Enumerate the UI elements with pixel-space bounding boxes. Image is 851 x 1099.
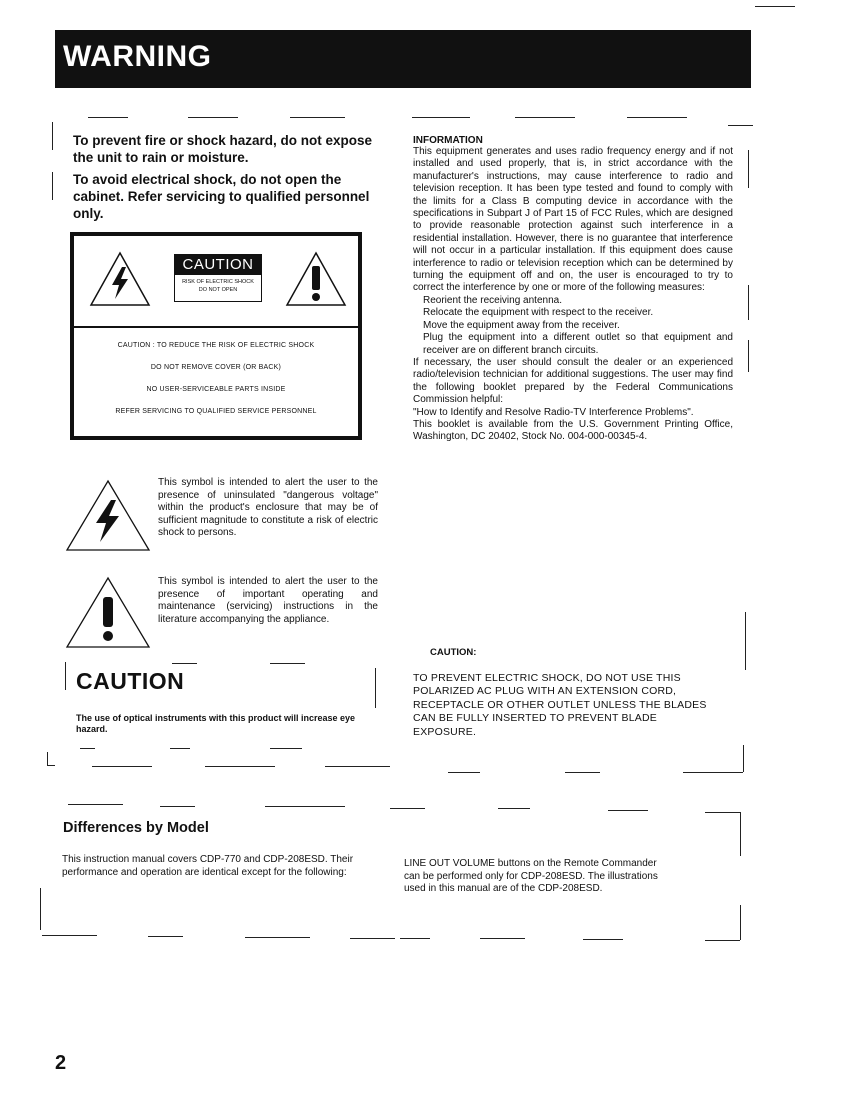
booklet-availability: This booklet is available from the U.S. Government Printing Office, Washington, DC 20402, Stock No. 004-000-00345-4. — [413, 418, 733, 443]
exclamation-warning-icon — [284, 250, 348, 308]
divider — [412, 117, 470, 118]
information-body: This equipment generates and uses radio frequency energy and if not installed and used properly, that is, in strict accordance with the manufacturer's instructions, may cause interference to radio and television reception. It has been type tested and found to comply with the limits for a Class B computing device in accordance with the specifications in Subpart J of Part 15 of FCC Rules, which are designed to provide reasonable protection against such interference in a residential installation. However, there is no guarantee that interference will not occur in a particular installation. If this equipment does cause interference to radio or television reception which can be determined by turning the equipment off and on, the user is encouraged to try to correct the interference by one or more of the following measures: — [413, 146, 733, 294]
margin-bar — [40, 888, 41, 930]
caution-badge — [174, 254, 262, 302]
plug-caution-title: CAUTION: — [430, 647, 477, 658]
divider — [705, 812, 740, 813]
caution-badge-line: DO NOT OPEN — [198, 287, 238, 293]
divider — [608, 810, 648, 811]
lightning-warning-icon — [88, 250, 152, 308]
divider — [683, 772, 743, 773]
divider — [205, 766, 275, 767]
measures-list — [413, 295, 733, 357]
caution-label-line: NO USER-SERVICEABLE PARTS INSIDE — [146, 386, 286, 393]
information-after: If necessary, the user should consult the dealer or an experienced radio/television technician for additional suggestions. The user may find the following booklet prepared by the Federal Communications Commission helpful: — [413, 356, 733, 406]
divider — [92, 766, 152, 767]
divider — [172, 663, 197, 664]
divider — [68, 804, 123, 805]
caution-label-line: REFER SERVICING TO QUALIFIED SERVICE PERSONNEL — [115, 408, 317, 415]
divider — [390, 808, 425, 809]
margin-bar — [65, 662, 66, 690]
caution-label-line: CAUTION : TO REDUCE THE RISK OF ELECTRIC SHOCK — [117, 342, 315, 349]
differences-left-text: This instruction manual covers CDP-770 and CDP-208ESD. Their performance and operation are identical except for the following: — [62, 854, 354, 878]
page-title: WARNING — [63, 40, 212, 73]
differences-right-text: LINE OUT VOLUME buttons on the Remote Commander can be performed only for CDP-208ESD. The illustrations used in this manual are of the CDP-208ESD. — [404, 858, 658, 894]
divider — [148, 936, 183, 937]
list-item: Relocate the equipment with respect to the receiver. — [423, 307, 654, 319]
divider — [245, 937, 310, 938]
caution-label-top — [74, 236, 358, 328]
divider — [705, 940, 740, 941]
plug-caution-text: TO PREVENT ELECTRIC SHOCK, DO NOT USE THIS POLARIZED AC PLUG WITH AN EXTENSION CORD, RECEPTACLE OR OTHER OUTLET UNLESS THE BLADES CAN BE FULLY INSERTED TO PREVENT BLADE EXPOSURE. — [413, 672, 707, 738]
page-number: 2 — [55, 1052, 67, 1074]
divider — [565, 772, 600, 773]
shock-warning: To avoid electrical shock, do not open the cabinet. Refer servicing to qualified personnel only. — [73, 172, 370, 221]
divider — [88, 117, 128, 118]
differences-title: Differences by Model — [63, 820, 209, 836]
divider — [265, 806, 345, 807]
margin-bar — [52, 172, 53, 200]
margin-bar — [743, 745, 744, 772]
caution-badge-line: RISK OF ELECTRIC SHOCK — [182, 279, 254, 285]
divider — [627, 117, 687, 118]
margin-bar — [748, 340, 749, 372]
margin-bar — [47, 752, 48, 766]
booklet-title: "How to Identify and Resolve Radio-TV Interference Problems". — [413, 406, 694, 418]
margin-bar — [375, 668, 376, 708]
divider — [448, 772, 480, 773]
divider — [42, 935, 97, 936]
optical-caution-text: The use of optical instruments with this product will increase eye hazard. — [76, 713, 356, 734]
divider — [270, 663, 305, 664]
caution-label-line: DO NOT REMOVE COVER (OR BACK) — [150, 364, 282, 371]
divider — [80, 748, 95, 749]
margin-bar — [748, 150, 749, 188]
fire-warning: To prevent fire or shock hazard, do not expose the unit to rain or moisture. — [73, 133, 373, 165]
warning-block — [73, 132, 389, 222]
margin-bar — [748, 285, 749, 320]
divider — [170, 748, 190, 749]
divider — [583, 939, 623, 940]
information-section — [413, 135, 733, 444]
divider — [325, 766, 390, 767]
divider — [400, 938, 430, 939]
optical-caution-title: CAUTION — [76, 668, 185, 694]
exclamation-symbol-text: This symbol is intended to alert the user to the presence of important operating and maintenance (servicing) instructions in the literature accompanying the appliance. — [158, 576, 378, 625]
warning-banner — [55, 30, 751, 88]
caution-badge-title: CAUTION — [175, 255, 261, 275]
margin-bar — [740, 812, 741, 856]
list-item: Plug the equipment into a different outlet so that equipment and receiver are on different branch circuits. — [423, 332, 733, 356]
divider — [270, 748, 302, 749]
information-title: INFORMATION — [413, 135, 483, 146]
list-item: Move the equipment away from the receiver. — [423, 319, 620, 331]
lightning-symbol-icon — [63, 478, 153, 554]
divider — [515, 117, 575, 118]
list-item: Reorient the receiving antenna. — [423, 294, 562, 306]
margin-bar — [745, 612, 746, 670]
caution-badge-subtitle — [175, 275, 261, 294]
divider — [350, 938, 395, 939]
divider — [498, 808, 530, 809]
lightning-symbol-text: This symbol is intended to alert the user to the presence of uninsulated "dangerous voltage" within the product's enclosure that may be of sufficient magnitude to constitute a risk of electric shock to persons. — [158, 477, 378, 538]
margin-bar — [740, 905, 741, 940]
divider — [480, 938, 525, 939]
caution-label — [70, 232, 362, 440]
divider — [160, 806, 195, 807]
divider — [47, 765, 55, 766]
margin-bar — [52, 122, 53, 150]
divider — [728, 125, 753, 126]
exclamation-symbol-icon — [63, 575, 153, 651]
divider — [188, 117, 238, 118]
corner-rule — [755, 6, 795, 7]
divider — [290, 117, 345, 118]
